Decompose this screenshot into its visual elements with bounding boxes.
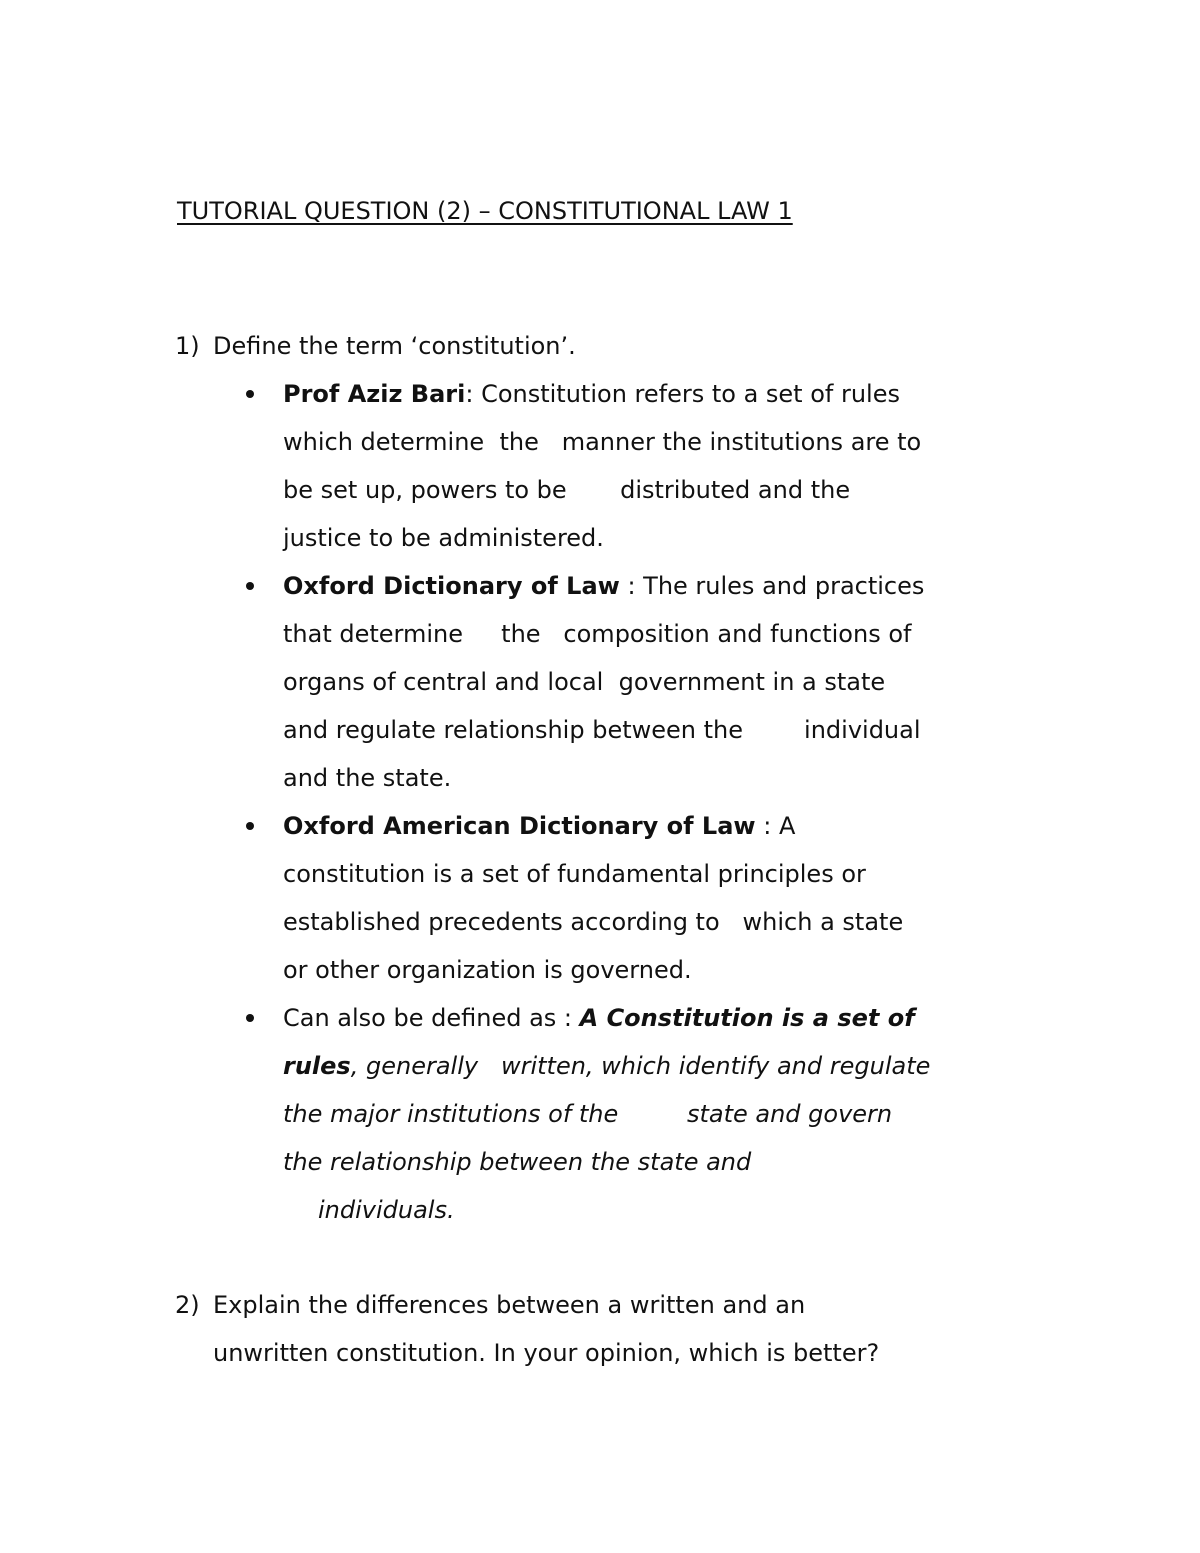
definition-line xyxy=(283,1090,1043,1138)
question-2-text-line-1: Explain the differences between a written and an xyxy=(213,1291,806,1319)
definitions-list xyxy=(243,370,1043,1234)
definition-line xyxy=(283,370,1043,418)
definition-line xyxy=(283,802,1043,850)
definition-line xyxy=(283,1138,1043,1186)
definition-line: that determine the composition and functions of xyxy=(283,620,912,648)
definition-source: Oxford American Dictionary of Law xyxy=(283,812,756,840)
question-2-number: 2) xyxy=(175,1291,200,1319)
question-1-number: 1) xyxy=(175,332,200,360)
definition-text: individuals. xyxy=(318,1196,455,1224)
definition-text: the relationship between the state and xyxy=(283,1148,752,1176)
definition-line: and the state. xyxy=(283,764,452,792)
question-1-text: Define the term ‘constitution’. xyxy=(213,332,576,360)
definition-text: the major institutions of the state and govern xyxy=(283,1100,893,1128)
definition-line: be set up, powers to be distributed and the xyxy=(283,476,851,504)
definition-text: : Constitution refers to a set of rules xyxy=(465,380,900,408)
definition-line: or other organization is governed. xyxy=(283,956,692,984)
definition-text: : The rules and practices xyxy=(619,572,925,600)
definition-text: : A xyxy=(755,812,796,840)
definition-line: which determine the manner the institutions are to xyxy=(283,428,922,456)
bullet-icon xyxy=(246,582,254,590)
question-2 xyxy=(175,1281,879,1377)
definition-line: and regulate relationship between the individual xyxy=(283,716,921,744)
definition-line: organs of central and local government in a state xyxy=(283,668,886,696)
definition-line: justice to be administered. xyxy=(283,524,604,552)
definition-source: Prof Aziz Bari xyxy=(283,380,466,408)
definition-source: Oxford Dictionary of Law xyxy=(283,572,620,600)
definition-oxford-dictionary xyxy=(243,562,1043,802)
definition-text: , generally written, which identify and regulate xyxy=(350,1052,931,1080)
definition-oxford-american xyxy=(243,802,1043,994)
definition-aziz-bari xyxy=(243,370,1043,562)
definition-line: established precedents according to which a state xyxy=(283,908,904,936)
bullet-icon xyxy=(246,1014,254,1022)
question-1 xyxy=(175,322,576,370)
definition-line xyxy=(283,994,1043,1042)
definition-emphasis: A Constitution is a set of xyxy=(579,1004,915,1032)
definition-line xyxy=(283,1042,1043,1090)
definition-emphasis: rules xyxy=(283,1052,351,1080)
document-title: TUTORIAL QUESTION (2) – CONSTITUTIONAL LAW 1 xyxy=(177,197,793,225)
definition-line: constitution is a set of fundamental principles or xyxy=(283,860,866,888)
definition-lead: Can also be defined as : xyxy=(283,1004,580,1032)
question-2-text-line-2: unwritten constitution. In your opinion, which is better? xyxy=(213,1339,880,1367)
bullet-icon xyxy=(246,822,254,830)
definition-general xyxy=(243,994,1043,1234)
definition-line xyxy=(283,562,1043,610)
bullet-icon xyxy=(246,390,254,398)
definition-line xyxy=(283,1186,1043,1234)
